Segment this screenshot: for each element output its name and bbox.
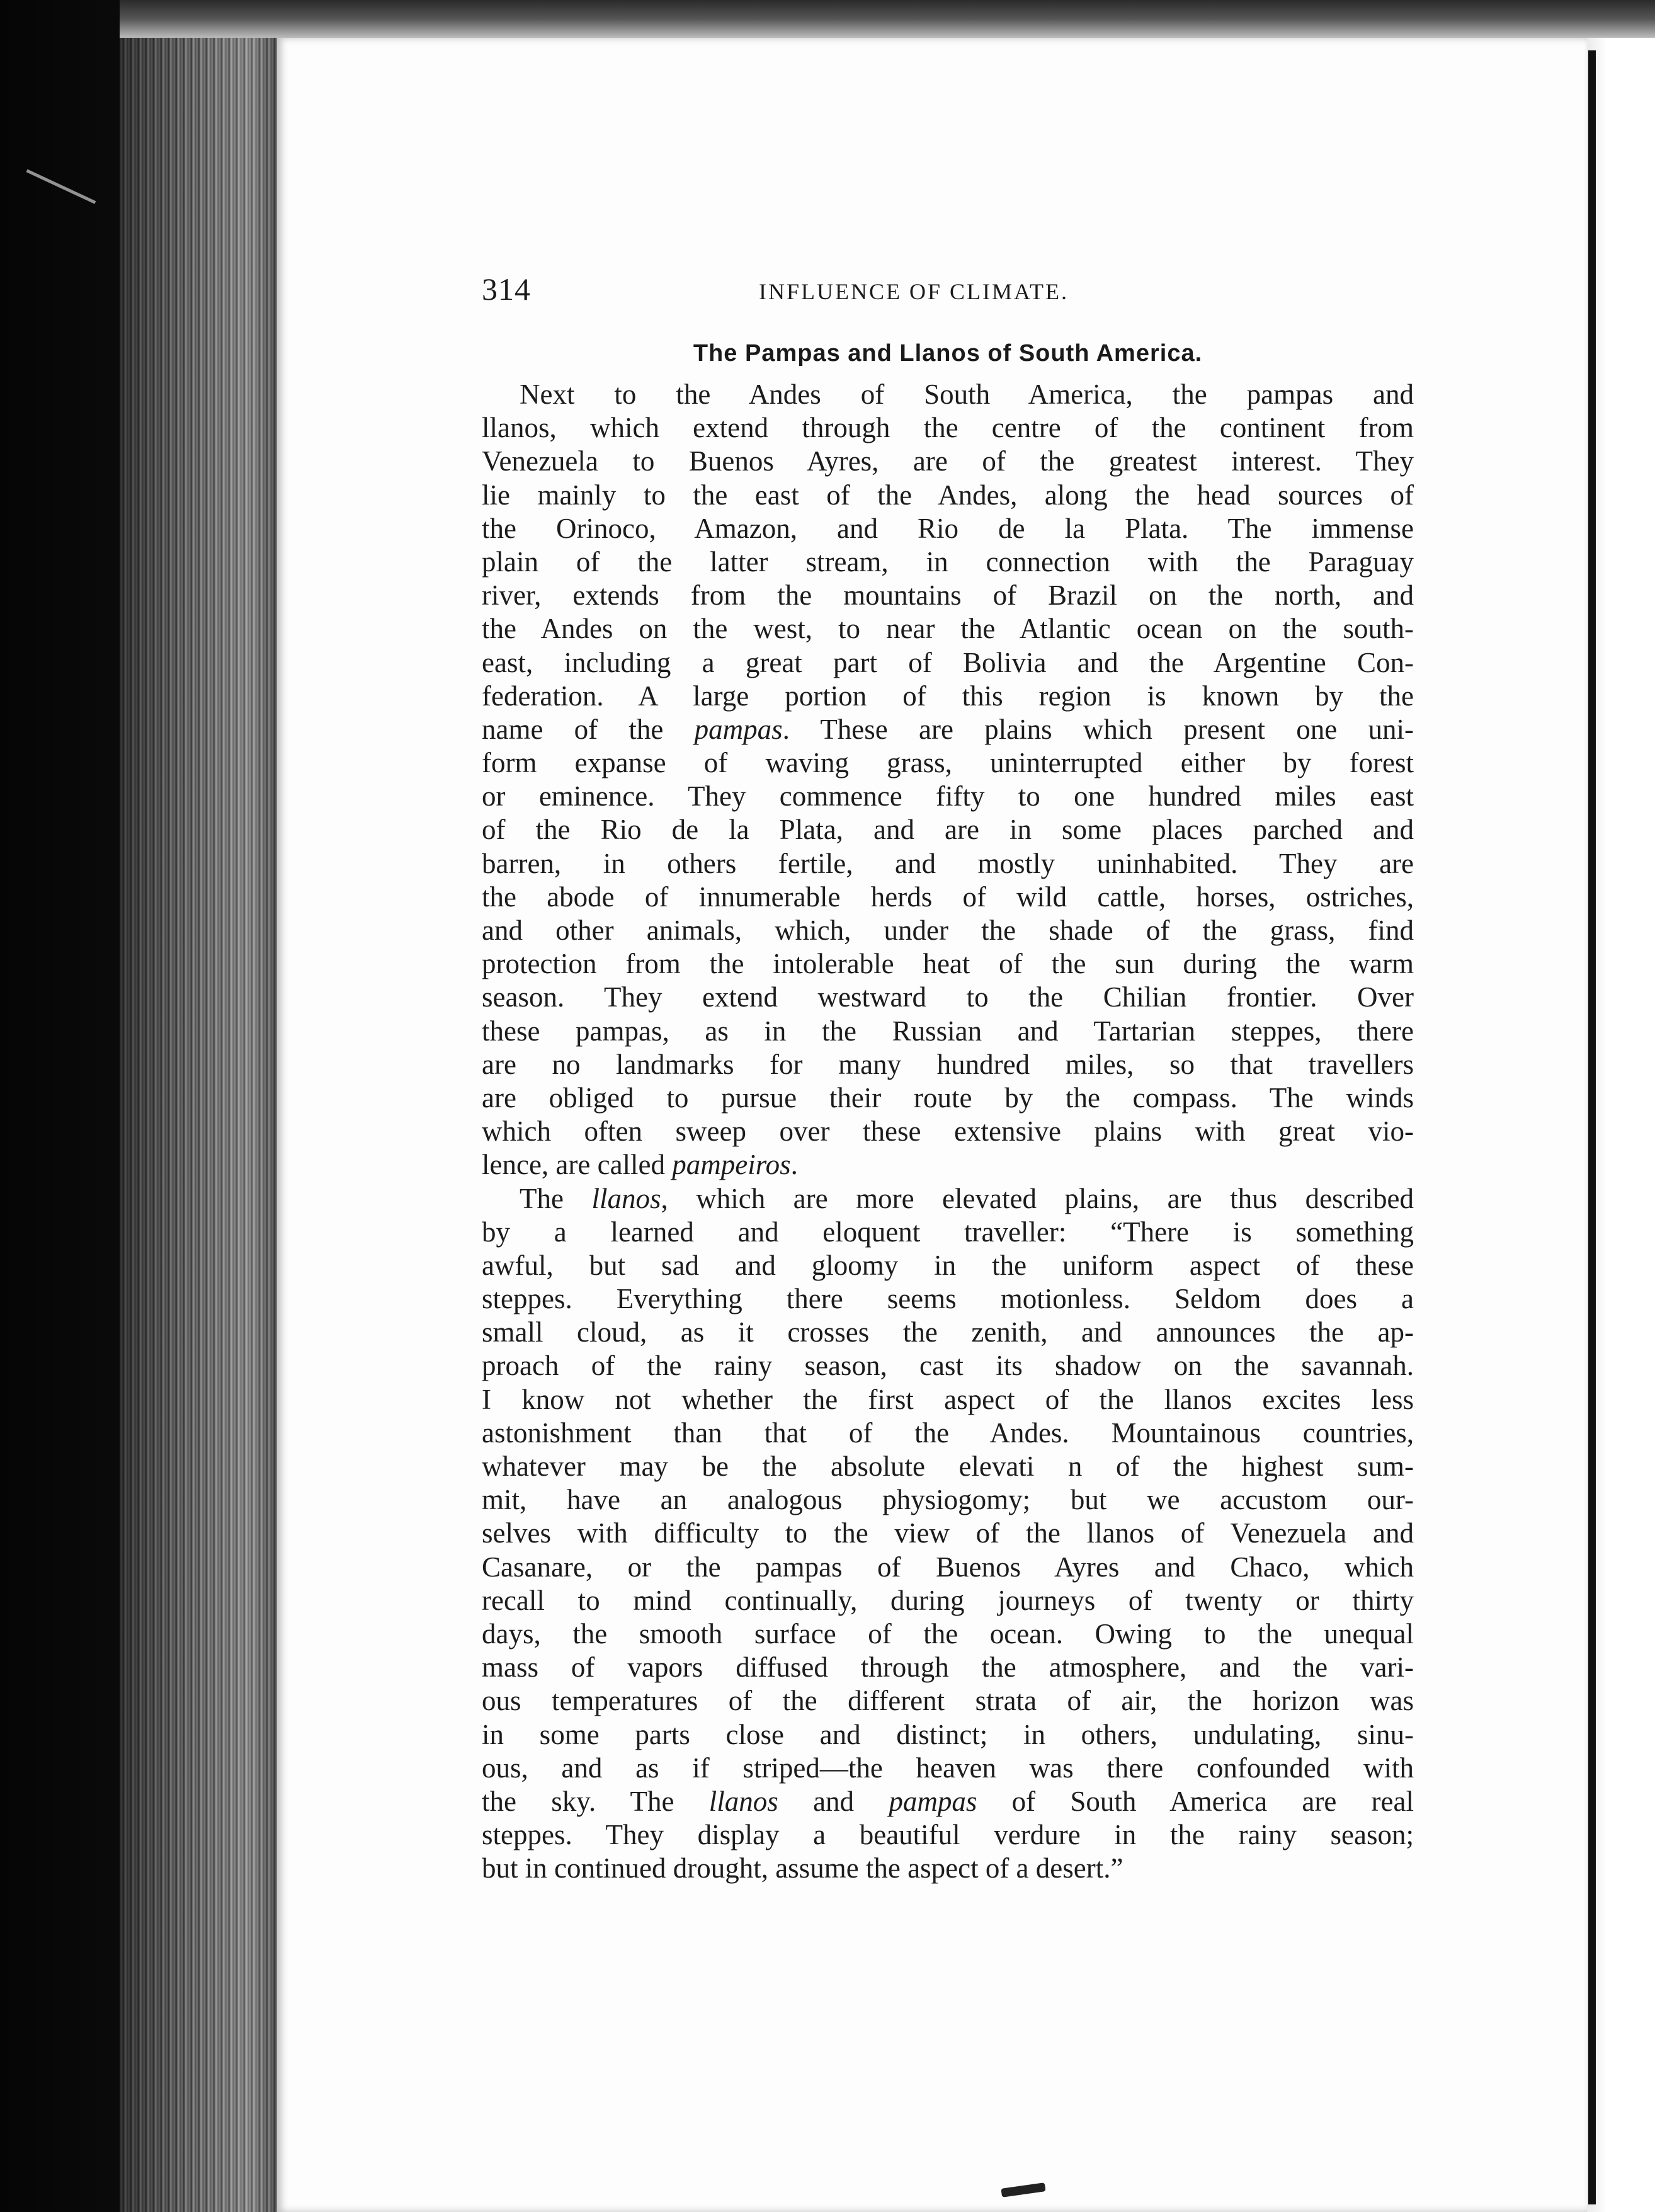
text-line: these pampas, as in the Russian and Tartarian steppes, there — [482, 1015, 1414, 1047]
text-line: Next to the Andes of South America, the pampas and — [520, 379, 1414, 410]
text-line: or eminence. They commence fifty to one hundred miles east — [482, 780, 1414, 812]
text-line: season. They extend westward to the Chilian frontier. Over — [482, 981, 1414, 1013]
text-line: form expanse of waving grass, uninterrupted either by forest — [482, 747, 1414, 779]
text-line: recall to mind continually, during journeys of twenty or thirty — [482, 1584, 1414, 1616]
text-line: ous, and as if striped—the heaven was there confounded with — [482, 1752, 1414, 1784]
text-line: river, extends from the mountains of Brazil on the north, and — [482, 579, 1414, 612]
text-line: proach of the rainy season, cast its shadow on the savannah. — [482, 1350, 1414, 1382]
book-top-edge — [120, 0, 1655, 38]
text-line: are no landmarks for many hundred miles, so that travellers — [482, 1048, 1414, 1080]
text-line: small cloud, as it crosses the zenith, and announces the ap- — [482, 1316, 1414, 1348]
text-line: federation. A large portion of this region is known by the — [482, 680, 1414, 712]
text-line: the abode of innumerable herds of wild cattle, horses, ostriches, — [482, 881, 1414, 913]
text-line: but in continued drought, assume the aspect of a desert.” — [482, 1852, 1123, 1884]
text-line: of the Rio de la Plata, and are in some places parched and — [482, 814, 1414, 846]
italic-term: llanos — [708, 1785, 778, 1817]
text-line: selves with difficulty to the view of the llanos of Venezuela and — [482, 1517, 1414, 1549]
text-line: the Orinoco, Amazon, and Rio de la Plata. The immense — [482, 512, 1414, 544]
text-line: in some parts close and distinct; in others, undulating, sinu- — [482, 1718, 1414, 1750]
text-line: east, including a great part of Bolivia and the Argentine Con- — [482, 646, 1414, 678]
running-head — [482, 271, 1414, 315]
book-edge-shading — [120, 0, 283, 2212]
text-line: astonishment than that of the Andes. Mountainous countries, — [482, 1417, 1414, 1449]
italic-term: pampeiros — [672, 1149, 791, 1181]
text-line: plain of the latter stream, in connection with the Paraguay — [482, 545, 1414, 578]
text-line: ous temperatures of the different strata of air, the horizon was — [482, 1685, 1414, 1717]
text-line: whatever may be the absolute elevati n of the highest sum- — [482, 1451, 1414, 1482]
text-line: protection from the intolerable heat of the sun during the warm — [482, 948, 1414, 980]
text-line: by a learned and eloquent traveller: “There is something — [482, 1216, 1414, 1248]
text-line: days, the smooth surface of the ocean. Owing to the unequal — [482, 1617, 1414, 1650]
italic-term: llanos — [591, 1182, 661, 1214]
italic-term: pampas — [694, 713, 783, 745]
text-line: mass of vapors diffused through the atmosphere, and the vari- — [482, 1651, 1414, 1684]
text-line: mit, have an analogous physiogomy; but we accustom our- — [482, 1484, 1414, 1516]
facing-page-edge — [1587, 38, 1655, 2212]
text-line: the Andes on the west, to near the Atlantic ocean on the south- — [482, 613, 1414, 645]
text-line: barren, in others fertile, and mostly uninhabited. They are — [482, 847, 1414, 879]
text-line: are obliged to pursue their route by the compass. The winds — [482, 1081, 1414, 1114]
text-line: llanos, which extend through the centre of the continent from — [482, 412, 1414, 444]
text-line: which often sweep over these extensive plains with great vio- — [482, 1115, 1414, 1148]
text-line: name of the pampas. These are plains which present one uni- — [482, 713, 1414, 745]
text-line: steppes. Everything there seems motionless. Seldom does a — [482, 1283, 1414, 1315]
running-title: INFLUENCE OF CLIMATE. — [759, 279, 1069, 304]
page-gutter-line — [1588, 50, 1596, 2204]
page-number: 314 — [482, 271, 531, 307]
body-text — [482, 378, 1414, 1885]
text-line: and other animals, which, under the shade of the grass, find — [482, 915, 1414, 946]
text-line: the sky. The llanos and pampas of South America are real — [482, 1785, 1414, 1817]
text-line: awful, but sad and gloomy in the uniform aspect of these — [482, 1249, 1414, 1281]
text-line: I know not whether the first aspect of the llanos excites less — [482, 1383, 1414, 1415]
text-line: Venezuela to Buenos Ayres, are of the greatest interest. They — [482, 445, 1414, 477]
text-line: lie mainly to the east of the Andes, along the head sources of — [482, 479, 1414, 511]
section-heading: The Pampas and Llanos of South America. — [693, 340, 1203, 367]
text-line: Casanare, or the pampas of Buenos Ayres and Chaco, which — [482, 1551, 1414, 1583]
text-line: steppes. They display a beautiful verdure in the rainy season; — [482, 1819, 1414, 1851]
text-line: lence, are called pampeiros. — [482, 1149, 798, 1181]
italic-term: pampas — [889, 1785, 977, 1817]
text-line: The llanos, which are more elevated plains, are thus described — [520, 1182, 1414, 1214]
